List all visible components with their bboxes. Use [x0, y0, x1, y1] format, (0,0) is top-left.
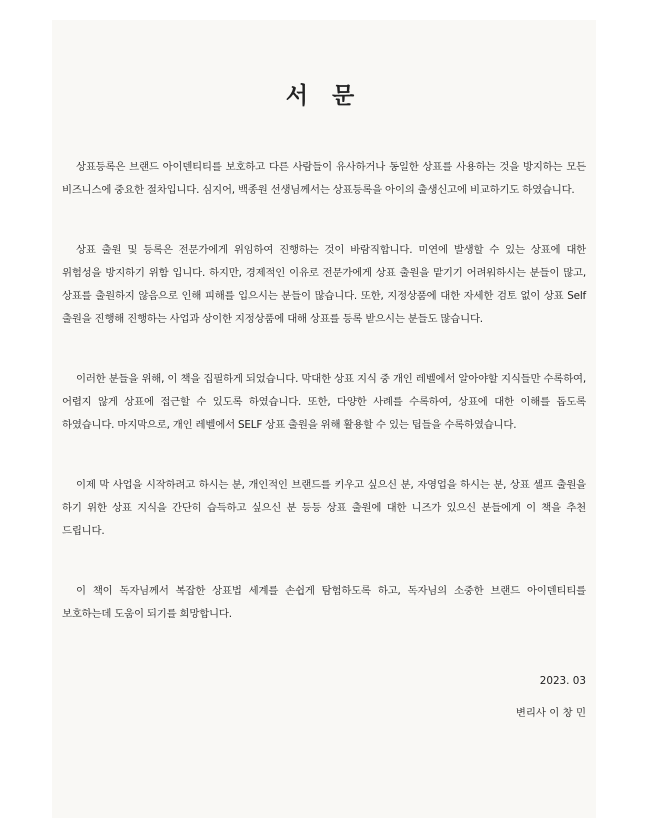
- paragraph-4: 이제 막 사업을 시작하려고 하시는 분, 개인적인 브랜드를 키우고 싶으신 분, 자영업을 하시는 분, 상표 셀프 출원을 하기 위한 상표 지식을 간단히 습득하고 싶으신 분 등등 상표 출원에 대한 니즈가 있으신 분들에게 이 책을 추천 드립니다.: [62, 479, 586, 537]
- page-title: 서 문: [285, 83, 363, 109]
- paragraph-5: 이 책이 독자님께서 복잡한 상표법 세계를 손쉽게 탐험하도록 하고, 독자님의 소중한 브랜드 아이덴티티를 보호하는데 도움이 되기를 희망합니다.: [62, 585, 586, 620]
- document-date: 2023. 03: [539, 675, 586, 687]
- author-signature: 변리사 이 창 민: [515, 707, 586, 719]
- paragraph-3: 이러한 분들을 위해, 이 책을 집필하게 되었습니다. 막대한 상표 지식 중 개인 레벨에서 알아야할 지식들만 수록하여, 어렵지 않게 상표에 접근할 수 있도록 하였습니다. 또한, 다양한 사례를 수록하여, 상표에 대한 이해를 돕도록 하였습니다. 마지막으로, 개인 레벨에서 SELF 상표 출원을 위해 활용할 수 있는 팁들을 수록하였습니다.: [62, 373, 586, 431]
- paragraph-2: 상표 출원 및 등록은 전문가에게 위임하여 진행하는 것이 바람직합니다. 미연에 발생할 수 있는 상표에 대한 위험성을 방지하기 위함 입니다. 하지만, 경제적인 이유로 전문가에게 상표 출원을 맡기기 어려워하시는 분들이 많고, 상표를 출원하지 않음으로 인해 피해를 입으시는 분들이 많습니다. 또한, 지정상품에 대한 자세한 검토 없이 상표 Self 출원을 진행해 진행하는 사업과 상이한 지정상품에 대해 상표를 등록 받으시는 분들도 많습니다.: [62, 244, 586, 325]
- paragraph-1: 상표등록은 브랜드 아이덴티티를 보호하고 다른 사람들이 유사하거나 동일한 상표를 사용하는 것을 방지하는 모든 비즈니스에 중요한 절차입니다. 심지어, 백종원 선생님께서는 상표등록을 아이의 출생신고에 비교하기도 하였습니다.: [62, 161, 586, 196]
- document-page: [52, 20, 596, 818]
